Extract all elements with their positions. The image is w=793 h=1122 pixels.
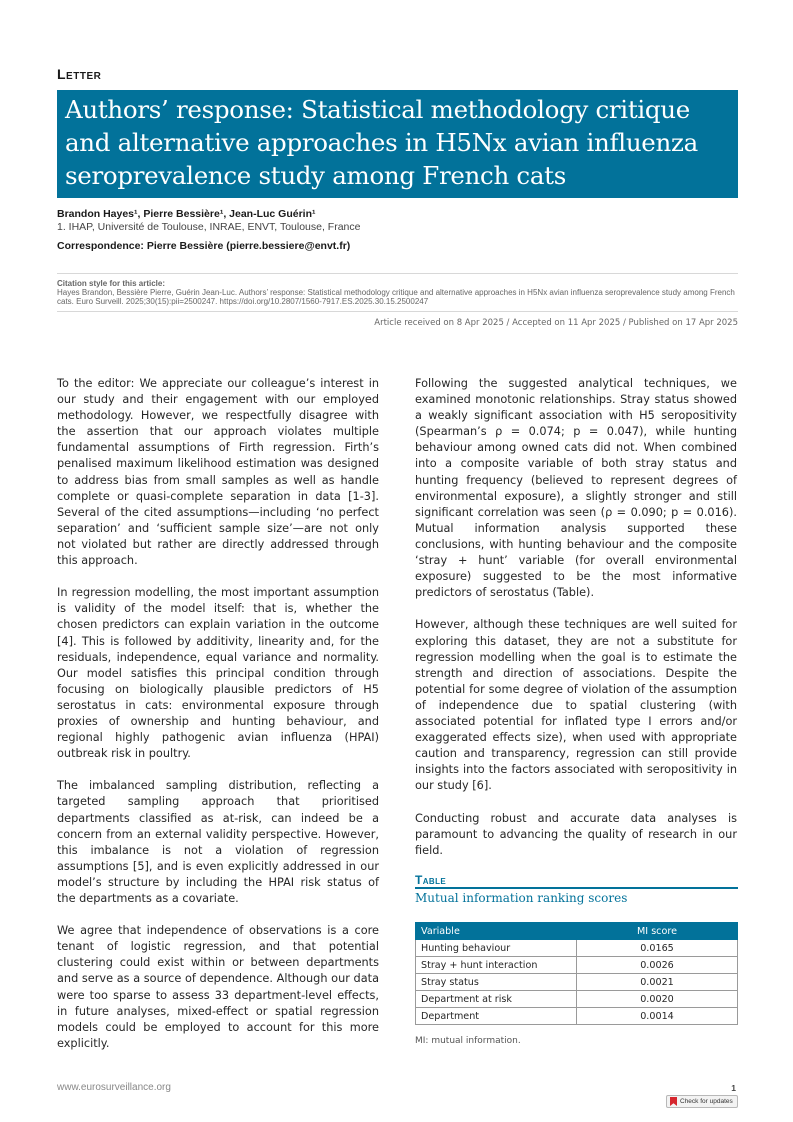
table-cell-score: 0.0026: [577, 957, 738, 974]
paragraph: We agree that independence of observations is a core tenant of logistic regression, and that potential clustering could exist within or between departments and serve as a source of dependence. Although our data were too sparse to assess 33 department-level effects, in future analyses, mixed-effect or spatial regression models could be employed to account for this more explicitly.: [57, 924, 379, 1050]
column-header-variable: Variable: [416, 923, 577, 940]
body-column-left: [57, 376, 379, 1068]
paragraph: The imbalanced sampling distribution, reflecting a targeted sampling approach that prioritised departments classified as at-risk, can indeed be a concern from an external validity perspective. However, this imbalance is not a violation of regression assumptions [5], and is even explicitly addressed in our model’s structure by including the HPAI risk status of the departments as a covariate.: [57, 779, 379, 905]
mi-table: [415, 922, 738, 1025]
table-cell-score: 0.0021: [577, 974, 738, 991]
table-cell-variable: Hunting behaviour: [416, 940, 577, 957]
table-row: [416, 940, 738, 957]
divider: [57, 273, 738, 274]
table-row: [416, 974, 738, 991]
table-row: [416, 957, 738, 974]
check-for-updates-button[interactable]: [666, 1095, 738, 1108]
table-cell-variable: Department: [416, 1008, 577, 1025]
author-list: Brandon Hayes¹, Pierre Bessière¹, Jean-Luc Guérin¹: [57, 208, 316, 220]
citation-heading: Citation style for this article:: [57, 279, 166, 288]
section-label: Letter: [57, 66, 102, 82]
table-cell-score: 0.0020: [577, 991, 738, 1008]
table-rule: [415, 887, 738, 889]
table-cell-variable: Stray status: [416, 974, 577, 991]
affiliation: 1. IHAP, Université de Toulouse, INRAE, ENVT, Toulouse, France: [57, 221, 361, 233]
paragraph: In regression modelling, the most important assumption is validity of the model itself: that is, whether the chosen predictors can explain variation in the outcome [4]. This is followed by additivity, linearity and, for the residuals, independence, equal variance and normality. Our model satisfies this principal condition through focusing on biologically plausible predictors of H5 serostatus in cats: environmental exposure through proxies of ownership and hunting behaviour, and regional highly pathogenic avian influenza (HPAI) outbreak risk in poultry.: [57, 586, 379, 761]
table-header-row: [416, 923, 738, 940]
table-label: Table: [415, 873, 447, 887]
page-number: 1: [731, 1083, 736, 1093]
article-dates: Article received on 8 Apr 2025 / Accepted on 11 Apr 2025 / Published on 17 Apr 2025: [374, 318, 738, 328]
table-cell-score: 0.0165: [577, 940, 738, 957]
correspondence: Correspondence: Pierre Bessière (pierre.bessiere@envt.fr): [57, 240, 351, 252]
table-caption: Mutual information ranking scores: [415, 891, 628, 905]
paragraph: Conducting robust and accurate data analyses is paramount to advancing the quality of research in our field.: [415, 811, 737, 857]
column-header-score: MI score: [577, 923, 738, 940]
table-row: [416, 1008, 738, 1025]
article-title: Authors’ response: Statistical methodology critique and alternative approaches in H5Nx avian influenza seroprevalence study among French cats: [65, 95, 698, 190]
table-cell-variable: Department at risk: [416, 991, 577, 1008]
table-cell-variable: Stray + hunt interaction: [416, 957, 577, 974]
citation-text: Hayes Brandon, Bessière Pierre, Guérin Jean-Luc. Authors’ response: Statistical methodology critique and alternative approaches in H5Nx avian influenza seroprevalence study among French cats. Euro Surveill. 2025;30(15):pii=2500247. https://doi.org/10.2807/1560-7917.ES.2025.30.15.2500247: [57, 288, 735, 306]
table-cell-score: 0.0014: [577, 1008, 738, 1025]
paragraph: To the editor: We appreciate our colleague’s interest in our study and their engagement with our employed methodology. However, we respectfully disagree with the assertion that our approach violates multiple fundamental assumptions of Firth regression. Firth’s penalised maximum likelihood estimation was designed to address bias from small samples as well as handle complete or quasi-complete separation in data [1-3]. Several of the cited assumptions—including ‘no perfect separation’ and ‘sufficient sample size’—are not only not violated but rather are directly addressed through this approach.: [57, 377, 379, 568]
title-banner: [57, 90, 738, 198]
footer-url[interactable]: www.eurosurveillance.org: [57, 1082, 171, 1093]
bookmark-icon: [670, 1097, 677, 1106]
body-column-right: [415, 376, 737, 875]
table-footnote: MI: mutual information.: [415, 1036, 521, 1046]
paragraph: However, although these techniques are well suited for exploring this dataset, they are not a substitute for regression modelling when the goal is to estimate the strength and direction of associations. Despite the potential for some degree of violation of the assumption of independence due to spatial clustering (with associated potential for inflated type I errors and/or exaggerated effects size), when used with appropriate caution and transparency, regression can still provide insights into the factors associated with seropositivity in our study [6].: [415, 618, 737, 793]
paragraph: Following the suggested analytical techniques, we examined monotonic relationships. Stray status showed a weakly significant association with H5 seropositivity (Spearman’s ρ = 0.074; p = 0.047), while hunting behaviour among owned cats did not. When combined into a composite variable of both stray status and hunting frequency (believed to represent degrees of environmental exposure), a slightly stronger and still significant correlation was seen (ρ = 0.090; p = 0.016). Mutual information analysis supported these conclusions, with hunting behaviour and the composite ‘stray + hunt’ variable (for overall environmental exposure) suggested to be the most informative predictors of serostatus (Table).: [415, 377, 737, 600]
table-row: [416, 991, 738, 1008]
check-for-updates-label: Check for updates: [680, 1098, 733, 1105]
divider: [57, 311, 738, 312]
